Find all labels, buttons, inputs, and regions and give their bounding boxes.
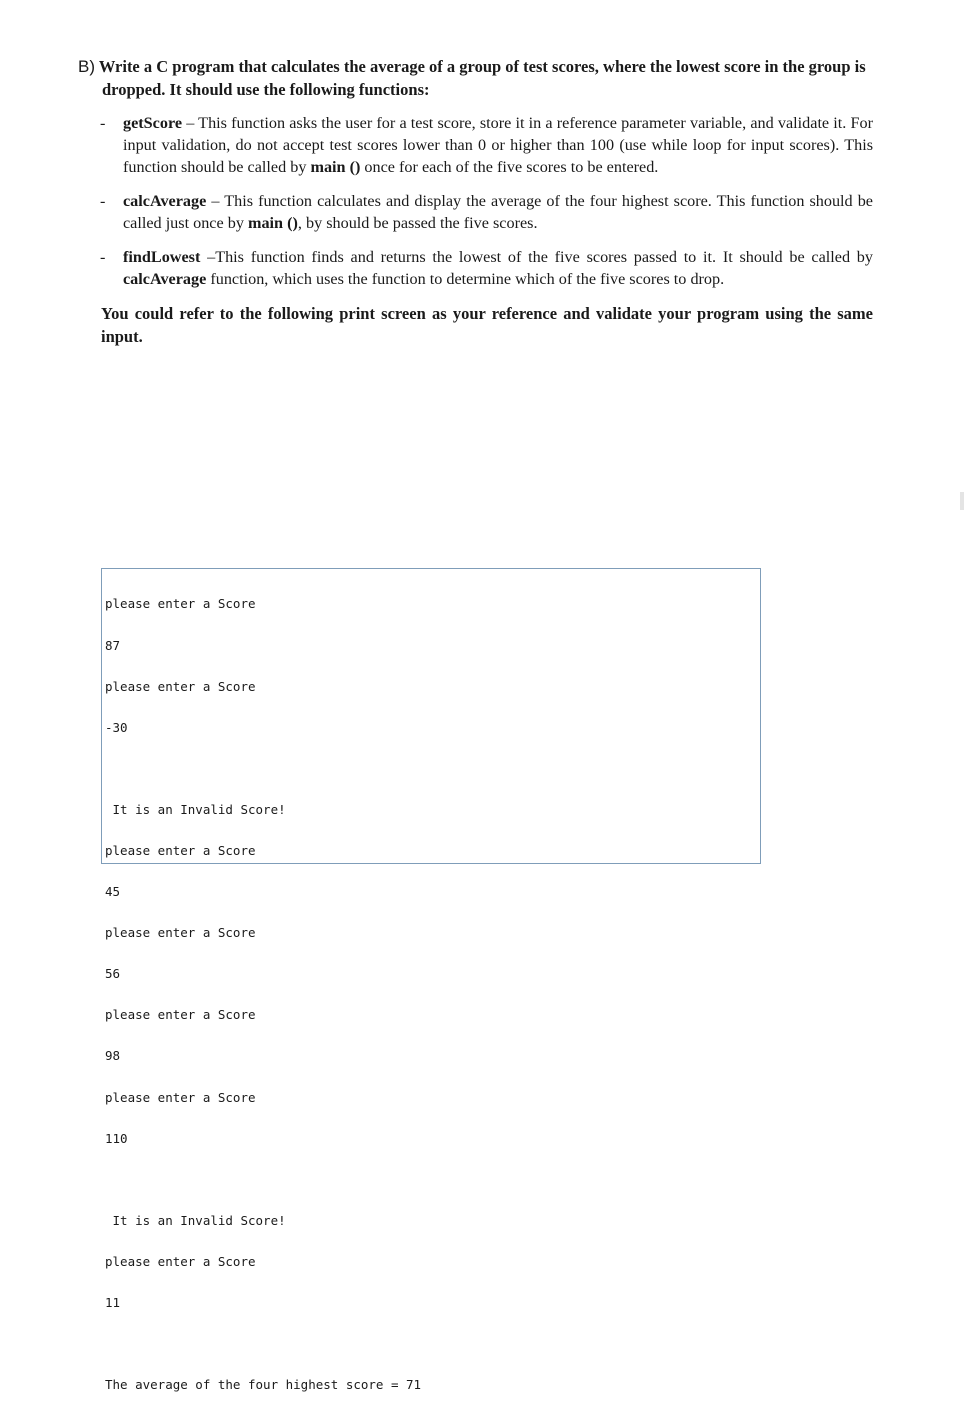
function-description: – This function asks the user for a test score, store it in a reference parameter variable, and validate it. For input validation, do not accept test scores lower than 0 or higher than 100 (use while loop for input scores). This function should be called by xyxy=(123,114,873,176)
reference-instruction: You could refer to the following print screen as your reference and validate your program using the same input. xyxy=(101,304,873,346)
bullet-dash: - xyxy=(100,114,106,132)
console-line: 45 xyxy=(105,884,121,900)
console-line: 11 xyxy=(105,1295,121,1310)
console-result-line: The average of the four highest score = 71 xyxy=(105,1377,422,1393)
function-item-calcaverage xyxy=(100,190,873,234)
console-line: 87 xyxy=(105,637,121,653)
console-line: -30 xyxy=(105,719,128,735)
function-emphasis: calcAverage xyxy=(123,270,207,288)
page-edge-mark xyxy=(960,492,964,510)
console-blank-line xyxy=(105,1173,757,1187)
console-line: please enter a Score xyxy=(105,925,256,941)
bullet-dash: - xyxy=(100,248,106,266)
function-description-end: function, which uses the function to determine which of the five scores to drop. xyxy=(206,270,725,288)
console-line: please enter a Score xyxy=(105,1089,256,1105)
console-line: please enter a Score xyxy=(105,842,256,858)
function-description: – This function calculates and display the average of the four highest score. This function should be called just once by xyxy=(123,192,873,232)
console-line: please enter a Score xyxy=(105,678,256,694)
bullet-dash: - xyxy=(100,192,106,210)
function-description-end: once for each of the five scores to be entered. xyxy=(360,158,659,176)
console-line: please enter a Score xyxy=(105,1007,256,1023)
console-line: 110 xyxy=(105,1130,128,1146)
function-name: calcAverage xyxy=(123,192,207,210)
console-blank-line xyxy=(105,762,757,776)
console-line: please enter a Score xyxy=(105,1253,256,1269)
console-blank-line xyxy=(105,1337,757,1351)
console-line: please enter a Score xyxy=(105,596,256,612)
function-emphasis: main () xyxy=(310,158,361,176)
function-name: findLowest xyxy=(123,248,201,266)
function-name: getScore xyxy=(123,114,183,132)
console-line: It is an Invalid Score! xyxy=(105,801,286,817)
page-edge-mark xyxy=(0,498,5,510)
console-line: It is an Invalid Score! xyxy=(105,1212,286,1228)
console-line: 98 xyxy=(105,1048,121,1064)
function-description: –This function finds and returns the lowest of the five scores passed to it. It should be called by xyxy=(200,248,873,266)
function-emphasis: main () xyxy=(247,214,298,232)
question-label: B) xyxy=(78,57,95,76)
console-output-screenshot xyxy=(101,568,761,1393)
question-text: Write a C program that calculates the average of a group of test scores, where the lowest score in the group is dropped. It should use the following functions: xyxy=(98,57,866,99)
function-description-end: , by should be passed the five scores. xyxy=(297,214,538,232)
function-item-getscore xyxy=(100,112,873,178)
console-line: 56 xyxy=(105,966,121,982)
question-heading xyxy=(78,55,902,101)
function-item-findlowest xyxy=(100,246,873,290)
